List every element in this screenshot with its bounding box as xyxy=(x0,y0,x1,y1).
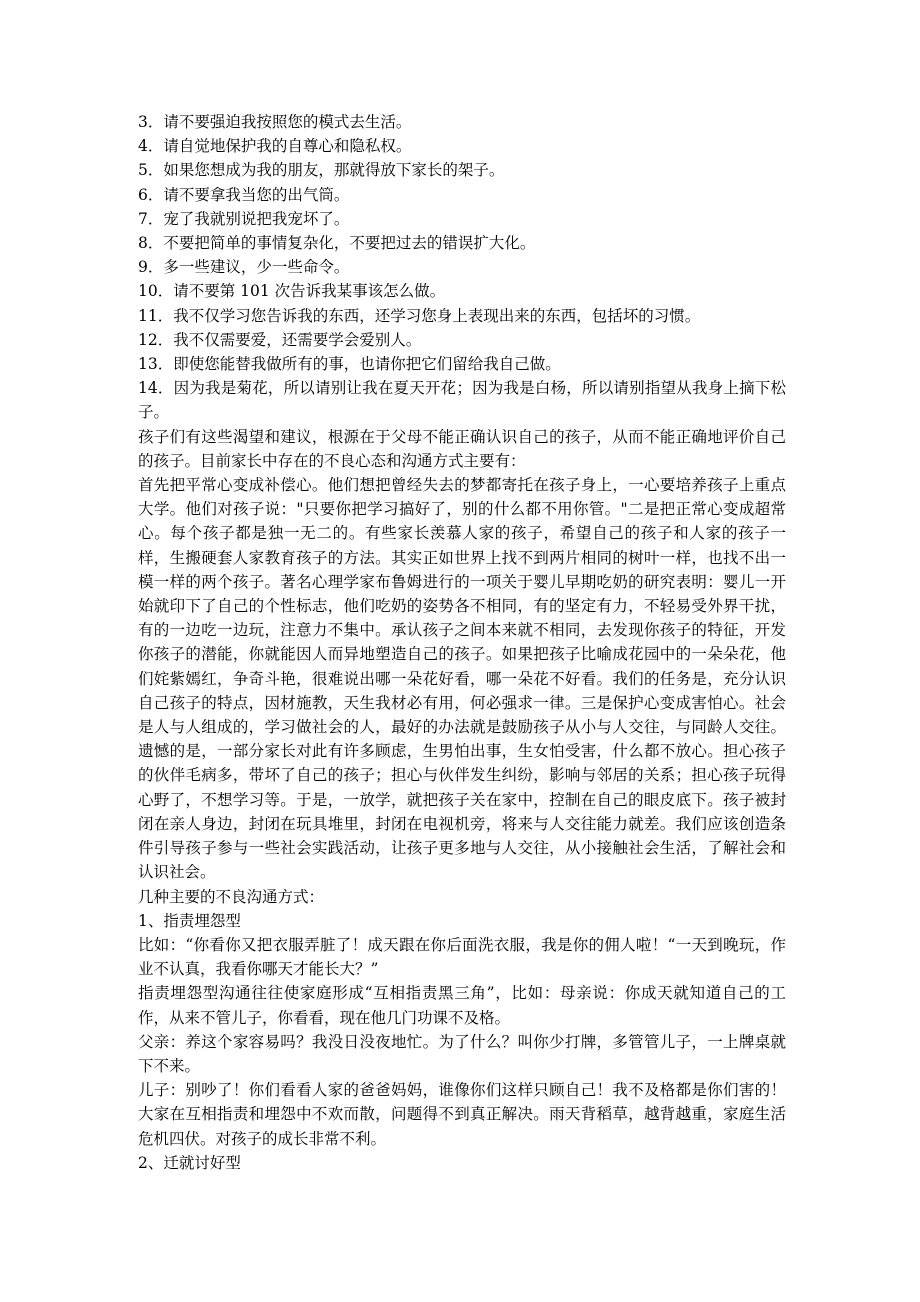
list-item: 8．不要把简单的事情复杂化，不要把过去的错误扩大化。 xyxy=(138,234,536,253)
list-item: 10．请不要第 101 次告诉我某事该怎么做。 xyxy=(138,282,446,301)
section-heading: 几种主要的不良沟通方式： xyxy=(138,887,325,906)
list-item: 3．请不要强迫我按照您的模式去生活。 xyxy=(138,113,412,131)
list-item: 5．如果您想成为我的朋友，那就得放下家长的架子。 xyxy=(138,161,505,180)
list-item: 13．即使您能替我做所有的事，也请你把它们留给我自己做。 xyxy=(138,355,561,374)
body-paragraph: 首先把平常心变成补偿心。他们想把曾经失去的梦都寄托在孩子身上，一心要培养孩子上重点大学。他们对孩子说："只要你把学习搞好了，别的什么都不用你管。"二是把正常心变成超常心。每个孩子都是独一无二的。有些家长羡慕人家的孩子，希望自己的孩子和人家的孩子一样，生搬硬套人家教育孩子的方法。其实正如世界上找不到两片相同的树叶一样，也找不出一模一样的两个孩子。著名心理学家布鲁姆进行的一项关于婴儿早期吃奶的研究表明：婴儿一开始就印下了自己的个性标志，他们吃奶的姿势各不相同，有的坚定有力，不轻易受外界干扰，有的一边吃一边玩，注意力不集中。承认孩子之间本来就不相同，去发现你孩子的特征，开发你孩子的潜能，你就能因人而异地塑造自己的孩子。如果把孩子比喻成花园中的一朵朵花，他们姹紫嫣红，争奇斗艳，很难说出哪一朵花好看，哪一朵花不好看。我们的任务是，充分认识自己孩子的特点，因材施教，天生我材必有用，何必强求一律。三是保护心变成害怕心。社会是人与人组成的，学习做社会的人，最好的办法就是鼓励孩子从小与人交往，与同龄人交往。遗憾的是，一部分家长对此有许多顾虑，生男怕出事，生女怕受害，什么都不放心。担心孩子的伙伴毛病多，带坏了自己的孩子；担心与伙伴发生纠纷，影响与邻居的关系；担心孩子玩得心野了，不想学习等。于是，一放学，就把孩子关在家中，控制在自己的眼皮底下。孩子被封闭在亲人身边，封闭在玩具堆里，封闭在电视机旁，将来与人交往能力就差。我们应该创造条件引导孩子参与一些社会实践活动，让孩子更多地与人交往，从小接触社会生活，了解社会和认识社会。 xyxy=(138,476,786,882)
list-item: 12．我不仅需要爱，还需要学会爱别人。 xyxy=(138,330,422,349)
intro-paragraph: 孩子们有这些渴望和建议，根源在于父母不能正确认识自己的孩子，从而不能正确地评价自己的孩子。目前家长中存在的不良心态和沟通方式主要有： xyxy=(138,427,786,470)
subsection-heading: 2、迁就讨好型 xyxy=(138,1153,241,1172)
subsection-heading: 1、指责埋怨型 xyxy=(138,911,241,930)
list-item: 11．我不仅学习您告诉我的东西，还学习您身上表现出来的东西，包括坏的习惯。 xyxy=(138,306,701,325)
document-page xyxy=(138,110,786,1175)
son-dialogue: 儿子：别吵了！你们看看人家的爸爸妈妈，谁像你们这样只顾自己！我不及格都是你们害的！大家在互相指责和埋怨中不欢而散，问题得不到真正解决。雨天背稻草，越背越重，家庭生活危机四伏。对孩子的成长非常不利。 xyxy=(138,1081,786,1148)
list-item: 7．宠了我就别说把我宠坏了。 xyxy=(138,209,350,228)
explanation-paragraph: 指责埋怨型沟通往往使家庭形成“互相指责黑三角”，比如：母亲说：你成天就知道自己的工作，从来不管儿子，你看看，现在他几门功课不及格。 xyxy=(138,984,786,1027)
list-item: 4．请自觉地保护我的自尊心和隐私权。 xyxy=(138,137,412,156)
list-item: 6．请不要拿我当您的出气筒。 xyxy=(138,185,350,204)
list-item: 14．因为我是菊花，所以请别让我在夏天开花；因为我是白杨，所以请别指望从我身上摘下松子。 xyxy=(138,379,786,422)
father-dialogue: 父亲：养这个家容易吗？我没日没夜地忙。为了什么？叫你少打牌，多管管儿子，一上牌桌就下不来。 xyxy=(138,1032,786,1075)
list-item: 9．多一些建议，少一些命令。 xyxy=(138,258,350,277)
example-paragraph: 比如：“你看你又把衣服弄脏了！成天跟在你后面洗衣服，我是你的佣人啦！“一天到晚玩，作业不认真，我看你哪天才能长大？” xyxy=(138,935,786,979)
